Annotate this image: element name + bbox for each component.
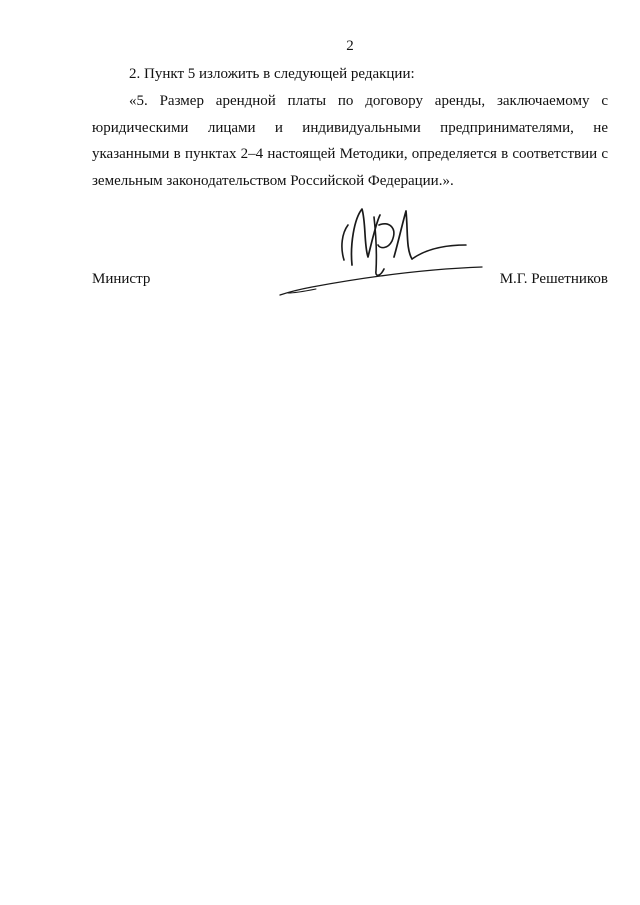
amendment-text: «5. Размер арендной платы по договору аренды, заключаемому с юридическими лицами и индивидуальными предпринимателями, не указанными в пунктах 2–4 настоящей Методики, определяется в соответствии с земельным законодательством Российской Федерации.». [92, 93, 608, 189]
signer-name: М.Г. Решетников [499, 271, 608, 287]
signer-title: Министр [92, 271, 151, 287]
page-number: 2 [346, 38, 354, 54]
handwritten-signature [276, 205, 486, 297]
amendment-instruction: 2. Пункт 5 изложить в следующей редакции: [129, 66, 415, 82]
